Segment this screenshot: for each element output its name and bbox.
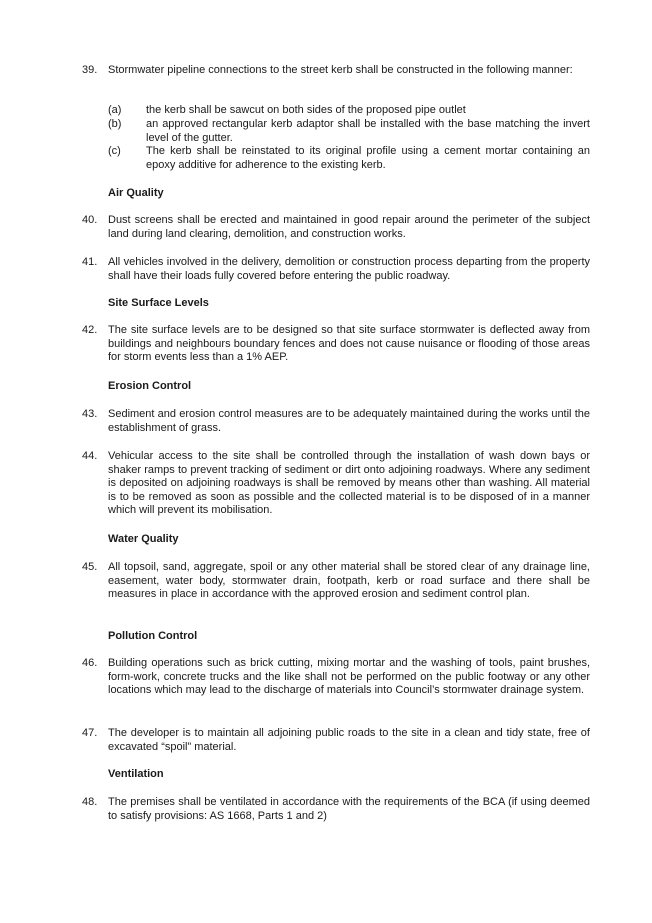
section-heading-water-quality: Water Quality <box>108 533 179 545</box>
clause-number: 42. <box>82 324 98 336</box>
clause-number: 48. <box>82 796 98 808</box>
clause-number: 44. <box>82 450 98 462</box>
clause-text: The site surface levels are to be designed so that site surface stormwater is deflected away from buildings and neighbours boundary fences and does not cause nuisance or flooding of those areas for storm events less than a 1% AEP. <box>108 324 590 363</box>
clause-number: 39. <box>82 64 98 76</box>
clause-number: 41. <box>82 256 98 268</box>
section-heading-pollution-control: Pollution Control <box>108 630 198 642</box>
clause-text: Vehicular access to the site shall be controlled through the installation of wash down bays or shaker ramps to prevent tracking of sediment or dirt onto adjoining roadways. Where any sediment is deposited on adjoining roadways is shall be removed by means other than washing. All material is to be removed as soon as possible and the collected material is to be disposed of in a manner which will prevent its mobilisation. <box>108 450 590 516</box>
clause-number: 40. <box>82 214 98 226</box>
clause-text: Sediment and erosion control measures are to be adequately maintained during the works until the establishment of grass. <box>108 408 590 434</box>
clause-number: 45. <box>82 561 98 573</box>
clause-text: The premises shall be ventilated in accordance with the requirements of the BCA (if using deemed to satisfy provisions: AS 1668, Parts 1 and 2) <box>108 796 590 822</box>
section-heading-air-quality: Air Quality <box>108 187 164 199</box>
clause-number: 46. <box>82 657 98 669</box>
section-heading-ventilation: Ventilation <box>108 768 164 780</box>
clause-number: 47. <box>82 727 98 739</box>
section-heading-site-surface-levels: Site Surface Levels <box>108 297 209 309</box>
subitem-text: an approved rectangular kerb adaptor shall be installed with the base matching the invert level of the gutter. <box>146 118 590 144</box>
clause-text: All topsoil, sand, aggregate, spoil or any other material shall be stored clear of any drainage line, easement, water body, stormwater drain, footpath, kerb or road surface and there shall be measures in place in accordance with the approved erosion and sediment control plan. <box>108 561 590 600</box>
subitem-label: (c) <box>108 145 121 157</box>
section-heading-erosion-control: Erosion Control <box>108 380 192 392</box>
clause-text: Stormwater pipeline connections to the street kerb shall be constructed in the following manner: <box>108 64 573 76</box>
subitem-text: the kerb shall be sawcut on both sides of the proposed pipe outlet <box>146 104 466 116</box>
clause-text: All vehicles involved in the delivery, demolition or construction process departing from the property shall have their loads fully covered before entering the public roadway. <box>108 256 590 282</box>
clause-text: The developer is to maintain all adjoining public roads to the site in a clean and tidy state, free of excavated “spoil” material. <box>108 727 590 753</box>
clause-text: Dust screens shall be erected and maintained in good repair around the perimeter of the subject land during land clearing, demolition, and construction works. <box>108 214 590 240</box>
clause-text: Building operations such as brick cutting, mixing mortar and the washing of tools, paint brushes, form-work, concrete trucks and the like shall not be performed on the public footway or any other locations which may lead to the discharge of materials into Council’s stormwater drainage system. <box>108 657 590 696</box>
subitem-text: The kerb shall be reinstated to its original profile using a cement mortar containing an epoxy additive for adherence to the existing kerb. <box>146 145 590 171</box>
clause-number: 43. <box>82 408 98 420</box>
subitem-label: (b) <box>108 118 122 130</box>
subitem-label: (a) <box>108 104 122 116</box>
